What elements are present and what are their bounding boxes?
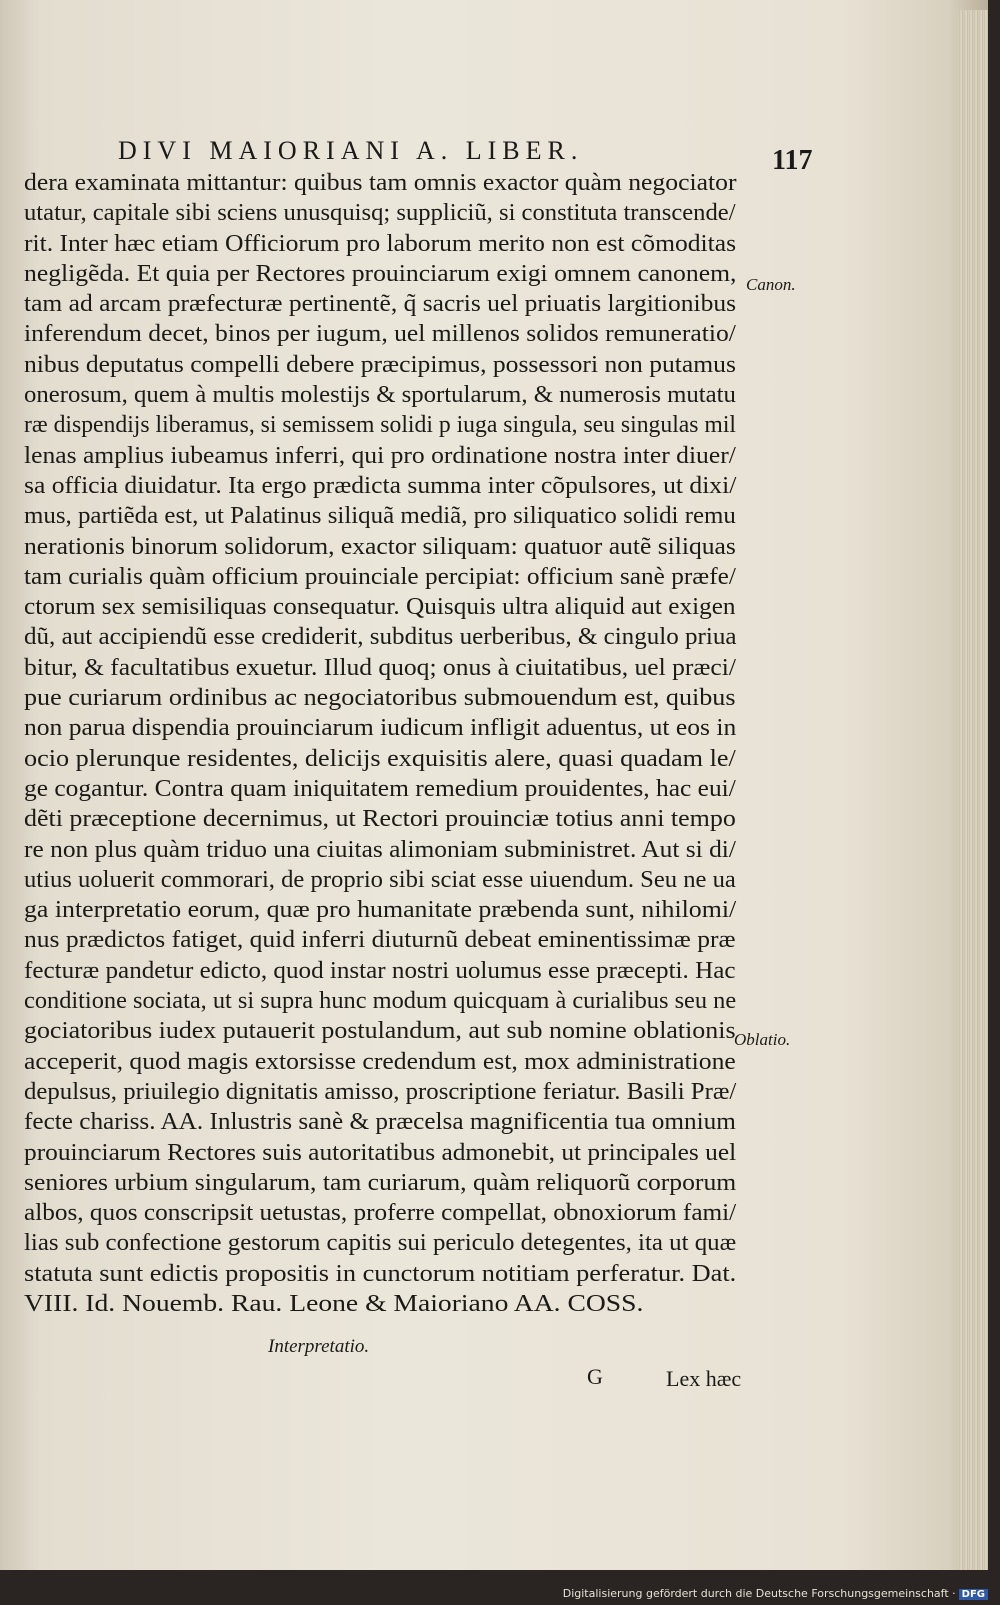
text-line: utatur, capitale sibi sciens unusquisq; suppliciũ, si constituta transcende/ — [24, 200, 736, 227]
text-line: nerationis binorum solidorum, exactor siliquam: quatuor autẽ siliquas — [24, 533, 736, 560]
folio-number: 117 — [772, 145, 813, 176]
text-line: onerosum, quem à multis molestijs & sportularum, & numerosis mutatu — [24, 382, 736, 409]
text-line: sa officia diuidatur. Ita ergo prædicta summa inter cõpulsores, ut dixi/ — [24, 472, 737, 499]
running-header: DIVI MAIORIANI A. LIBER. — [118, 136, 584, 165]
text-line: rit. Inter hæc etiam Officiorum pro laborum merito non est cõmoditas — [24, 230, 737, 257]
text-line: ge cogantur. Contra quam iniquitatem remedium prouidentes, hac eui/ — [24, 775, 736, 802]
text-line: negligẽda. Et quia per Rectores prouinciarum exigi omnem canonem, — [24, 260, 737, 287]
text-line: tam curialis quàm officium prouinciale percipiat: officium sanè præfe/ — [24, 563, 736, 590]
text-line: ocio plerunque residentes, delicijs exquisitis alere, quasi quadam le/ — [24, 745, 736, 772]
text-line: prouinciarum Rectores suis autoritatibus admonebit, ut principales uel — [24, 1139, 737, 1166]
text-line: fecturæ pandetur edicto, quod instar nostri uolumus esse præcepti. Hac — [24, 957, 736, 984]
text-line: utius uoluerit commorari, de proprio sibi sciat esse uiuendum. Seu ne ua — [24, 866, 736, 893]
text-line: statuta sunt edictis propositis in cunctorum notitiam perferatur. Dat. — [24, 1260, 737, 1287]
text-line: ræ dispendijs liberamus, si semissem solidi p iuga singula, seu singulas mil — [24, 412, 736, 439]
text-line: albos, quos conscripsit uetustas, proferre compellat, obnoxiorum fami/ — [24, 1200, 737, 1227]
text-line: inferendum decet, binos per iugum, uel millenos solidos remuneratio/ — [24, 321, 736, 348]
text-line: nus prædictos fatiget, quid inferri diuturnũ debeat eminentissimæ præ — [24, 927, 736, 954]
text-line: bitur, & facultatibus exuetur. Illud quoq; onus à ciuitatibus, uel præci/ — [24, 654, 736, 681]
margin-note-oblatio: Oblatio. — [734, 1030, 791, 1049]
text-line: mus, partiẽda est, ut Palatinus siliquã mediã, pro siliquatico solidi remu — [24, 503, 736, 530]
text-line: nibus deputatus compelli debere præcipimus, possessori non putamus — [24, 351, 736, 378]
text-line: seniores urbium singularum, tam curiarum, quàm reliquorũ corporum — [24, 1169, 737, 1196]
text-line: dũ, aut accipiendũ esse crediderit, subditus uerberibus, & cingulo priua — [24, 624, 737, 651]
text-line: tam ad arcam præfecturæ pertinentẽ, q̃ sacris uel priuatis largitionibus — [24, 291, 737, 318]
text-line: VIII. Id. Nouemb. Rau. Leone & Maioriano AA. COSS. — [24, 1290, 644, 1317]
text-line: dera examinata mittantur: quibus tam omnis exactor quàm negociator — [24, 170, 737, 196]
text-line: conditione sociata, ut si supra hunc modum quicquam à curialibus seu ne — [24, 988, 737, 1015]
dfg-logo: DFG — [959, 1589, 988, 1600]
margin-note-canon: Canon. — [746, 275, 796, 294]
text-line: ctorum sex semisiliquas consequatur. Quisquis ultra aliquid aut exigen — [24, 594, 736, 621]
text-line: re non plus quàm triduo una ciuitas alimoniam subministret. Aut si di/ — [24, 836, 736, 863]
text-line: ga interpretatio eorum, quæ pro humanitate præbenda sunt, nihilomi/ — [24, 897, 737, 924]
text-line: pue curiarum ordinibus ac negociatoribus submouendum est, quibus — [24, 685, 736, 712]
catchword: Lex hæc — [666, 1366, 742, 1391]
text-line: gociatoribus iudex putauerit postulandum, aut sub nomine oblationis — [24, 1018, 736, 1045]
text-line: acceperit, quod magis extorsisse credendum est, mox administratione — [24, 1048, 736, 1075]
text-line: dẽti præceptione decernimus, ut Rectori prouinciæ totius anni tempo — [24, 806, 736, 833]
signature-mark: G — [587, 1364, 603, 1389]
body-text — [24, 168, 764, 1319]
text-line: lias sub confectione gestorum capitis sui periculo detegentes, ita ut quæ — [24, 1230, 737, 1257]
interpretatio-heading: Interpretatio. — [268, 1336, 370, 1357]
text-line: lenas amplius iubeamus inferri, qui pro ordinatione nostra inter diuer/ — [24, 442, 736, 469]
text-line: fecte chariss. AA. Inlustris sanè & præcelsa magnificentia tua omnium — [24, 1109, 736, 1136]
footer-credit-text: Digitalisierung gefördert durch die Deutsche Forschungsgemeinschaft · — [562, 1587, 956, 1600]
footer-credit — [563, 1587, 988, 1600]
text-line: depulsus, priuilegio dignitatis amisso, proscriptione feriatur. Basili Præ/ — [24, 1078, 737, 1105]
text-line: non parua dispendia prouinciarum iudicum infligit aduentus, ut eos in — [24, 715, 737, 742]
page-edge — [958, 10, 988, 1570]
